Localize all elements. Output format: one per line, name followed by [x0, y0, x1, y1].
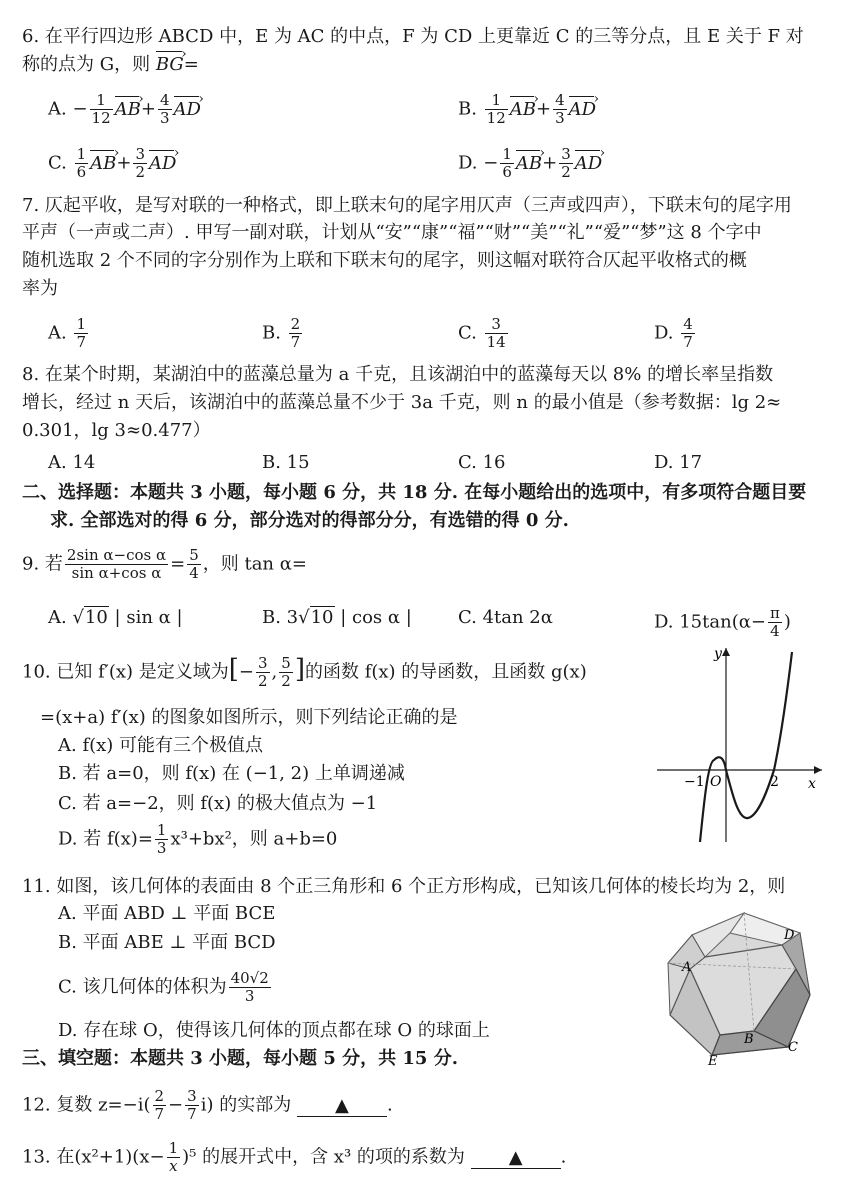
vector: AD ›: [174, 97, 201, 123]
vertex-label-e: E: [708, 1054, 718, 1069]
y-axis-arrow: [722, 648, 730, 656]
q9-option-d[interactable]: [654, 605, 791, 640]
vector: AB ›: [90, 151, 116, 177]
fraction: $\frac{1}{12}$: [91, 91, 111, 127]
q13-answer-blank[interactable]: ▲: [471, 1148, 561, 1169]
period: .: [560, 1146, 567, 1168]
vertex-label-d: D: [784, 928, 795, 943]
q8-stem-line3: 0.301，lg 3≈0.477）: [22, 420, 211, 441]
q10-stem-line1: 10. 已知 f′(x) 是定义域为[− $\frac{3}{2}$ , $\frac{5}{2}$ ]的函数 f(x) 的导函数，且函数 g(x): [22, 654, 587, 690]
fraction: $\frac{2}{7}$: [290, 315, 301, 351]
vertex-label-b: B: [744, 1032, 754, 1047]
q10-option-c[interactable]: C. 若 a=−2，则 f(x) 的极大值点为 −1: [58, 793, 378, 814]
option-label: D. 15tan(α−: [654, 611, 766, 633]
origin-label: O: [710, 774, 722, 790]
y-axis-label: y: [714, 646, 722, 662]
q10-option-d[interactable]: [58, 822, 337, 857]
option-label: B.: [262, 322, 287, 344]
equals: =: [170, 553, 186, 575]
q8-option-c[interactable]: C. 16: [458, 452, 506, 473]
q9-option-c[interactable]: C. 4tan 2α: [458, 607, 553, 628]
q8-stem-line1: 8. 在某个时期，某湖泊中的蓝藻总量为 a 千克，且该湖泊中的蓝藻每天以 8% 的增长率呈指数: [22, 364, 774, 385]
option-label: C.: [458, 322, 483, 344]
option-label: A. √: [48, 607, 84, 628]
fraction: $\frac{5}{2}$: [281, 654, 291, 690]
section3-heading: 三、填空题：本题共 3 小题，每小题 5 分，共 15 分.: [22, 1048, 458, 1069]
plus-sign: +: [536, 98, 552, 120]
q10-stem-line2: =(x+a) f′(x) 的图象如图所示，则下列结论正确的是: [40, 707, 458, 728]
q9-suffix: ，则 tan α=: [202, 553, 307, 575]
q8-option-a[interactable]: A. 14: [48, 452, 96, 473]
plus-sign: +: [542, 152, 558, 174]
q6-option-c[interactable]: [48, 146, 176, 181]
option-label: C. 该几何体的体积为: [58, 976, 227, 998]
fraction: $\frac{40√2}{3}$: [230, 969, 269, 1005]
vector: AB ›: [115, 97, 141, 123]
bracket-right: ]: [294, 654, 305, 685]
q11-option-c[interactable]: [58, 970, 273, 1005]
tick-neg1: −1: [684, 774, 705, 790]
fraction: $\frac{2}{7}$: [154, 1087, 165, 1123]
q6-option-d[interactable]: [458, 146, 602, 181]
q10-text: 10. 已知 f′(x) 是定义域为: [22, 661, 229, 683]
radicand: 10: [84, 607, 108, 628]
q9-fraction: $\frac{\text{2sin α−cos α}}{\text{sin α+cos α}}$: [66, 546, 167, 582]
option-text: | sin α |: [108, 607, 183, 628]
plus-sign: +: [140, 98, 156, 120]
q7-stem-line1: 7. 仄起平收，是写对联的一种格式，即上联末句的尾字用仄声（三声或四声），下联末句的尾字用: [22, 195, 792, 216]
option-label: D.: [654, 322, 680, 344]
q11-option-d[interactable]: D. 存在球 O，使得该几何体的顶点都在球 O 的球面上: [58, 1020, 490, 1041]
q11-option-b[interactable]: B. 平面 ABE ⊥ 平面 BCD: [58, 932, 276, 953]
tick-2: 2: [770, 774, 779, 790]
vector: AD ›: [569, 97, 596, 123]
fraction: $\frac{3}{7}$: [187, 1087, 197, 1123]
fraction: $\frac{1}{7}$: [76, 315, 86, 351]
q9-stem: [22, 547, 307, 582]
minus-sign: −: [168, 1094, 184, 1116]
x-axis-label: x: [808, 776, 816, 792]
q8-option-d[interactable]: D. 17: [654, 452, 703, 473]
q7-stem-line4: 率为: [22, 278, 58, 299]
q12-answer-blank[interactable]: ▲: [297, 1096, 387, 1117]
fraction: $\frac{3}{2}$: [561, 145, 571, 181]
q13-text: )⁵ 的展开式中，含 x³ 的项的系数为: [182, 1146, 465, 1168]
q13-text: 13. 在(x²+1)(x−: [22, 1146, 165, 1168]
period: .: [386, 1094, 393, 1116]
option-label: D. −: [458, 152, 499, 174]
fraction: $\frac{3}{2}$: [258, 654, 268, 690]
q7-option-a[interactable]: [48, 316, 90, 351]
q12-text: i) 的实部为: [200, 1094, 292, 1116]
vertex-label-c: C: [788, 1040, 798, 1055]
q6-stem-line1: 6. 在平行四边形 ABCD 中，E 为 AC 的中点，F 为 CD 上更靠近 C 的三等分点，且 E 关于 F 对: [22, 26, 804, 47]
radicand: 10: [310, 607, 334, 628]
q7-stem-line3: 随机选取 2 个不同的字分别作为上联和下联末句的尾字，则这幅对联符合仄起平收格式的概: [22, 250, 747, 271]
bracket-left: [: [228, 654, 239, 685]
fraction: $\frac{4}{7}$: [683, 315, 693, 351]
q6-equals: =: [183, 54, 199, 75]
q10-option-b[interactable]: B. 若 a=0，则 f(x) 在 (−1, 2) 上单调递减: [58, 763, 405, 784]
option-label: C.: [48, 152, 73, 174]
option-text: x³+bx²，则 a+b=0: [170, 828, 338, 850]
fraction: $\frac{1}{3}$: [156, 821, 167, 857]
q13-stem: [22, 1140, 566, 1175]
vector: AD ›: [149, 151, 176, 177]
fraction: $\frac{1}{x}$: [168, 1139, 179, 1175]
q12-stem: [22, 1088, 393, 1123]
vector: AB ›: [510, 97, 536, 123]
vector: AB ›: [516, 151, 542, 177]
fraction: $\frac{3}{14}$: [486, 315, 506, 351]
fraction: $\frac{3}{2}$: [135, 145, 145, 181]
option-label: B. 3√: [262, 607, 310, 628]
option-label: A. −: [48, 98, 88, 120]
q6-stem-line2: [22, 52, 199, 78]
q11-option-a[interactable]: A. 平面 ABD ⊥ 平面 BCE: [58, 903, 276, 924]
fraction: $\frac{1}{6}$: [502, 145, 512, 181]
curve-g: [700, 652, 792, 842]
vertex-label-a: A: [682, 960, 692, 975]
q6-vector-bg: BG ›: [156, 52, 184, 78]
q7-stem-line2: 平声（一声或二声）. 甲写一副对联，计划从“安”“康”“福”“财”“美”“礼”“爱”“梦”这 8 个字中: [22, 222, 762, 243]
q9-option-b[interactable]: [262, 605, 412, 631]
option-text: | cos α |: [334, 607, 412, 628]
option-label: B.: [458, 98, 483, 120]
section2-heading-line1: 二、选择题：本题共 3 小题，每小题 6 分，共 18 分. 在每小题给出的选项中，有多项符合题目要: [22, 482, 807, 503]
q8-stem-line2: 增长，经过 n 天后，该湖泊中的蓝藻总量不少于 3a 千克，则 n 的最小值是（参考数据：lg 2≈: [22, 392, 782, 413]
section2-heading-line2: 求. 全部选对的得 6 分，部分选对的得部分分，有选错的得 0 分.: [50, 510, 569, 531]
fraction: $\frac{1}{6}$: [76, 145, 87, 181]
fraction: $\frac{5}{4}$: [189, 546, 199, 582]
q10-option-a[interactable]: A. f(x) 可能有三个极值点: [58, 735, 264, 756]
fraction: $\frac{4}{3}$: [159, 91, 170, 127]
q11-stem: 11. 如图，该几何体的表面由 8 个正三角形和 6 个正方形构成，已知该几何体的棱长均为 2，则: [22, 876, 786, 897]
q6-option-a[interactable]: [48, 92, 201, 127]
q7-option-c[interactable]: [458, 316, 510, 351]
q8-option-b[interactable]: B. 15: [262, 452, 310, 473]
q6-option-b[interactable]: [458, 92, 596, 127]
x-axis-arrow: [814, 766, 822, 774]
paren: ): [783, 611, 791, 633]
option-label: A.: [48, 322, 73, 344]
vector: AD ›: [575, 151, 602, 177]
fraction: $\frac{\pi}{4}$: [769, 604, 780, 640]
q10-text: 的函数 f(x) 的导函数，且函数 g(x): [304, 661, 587, 683]
q10-function-graph: [652, 642, 832, 847]
q9-prefix: 9. 若: [22, 553, 63, 575]
fraction: $\frac{4}{3}$: [555, 91, 565, 127]
q12-text: 12. 复数 z=−i(: [22, 1094, 151, 1116]
q6-stem-text: 称的点为 G，则: [22, 54, 156, 75]
q9-option-a[interactable]: [48, 605, 183, 631]
q11-cuboctahedron-figure: [660, 905, 820, 1070]
fraction: $\frac{1}{12}$: [486, 91, 506, 127]
q7-option-d[interactable]: [654, 316, 697, 351]
q7-option-b[interactable]: [262, 316, 304, 351]
option-label: D. 若 f(x)=: [58, 828, 153, 850]
plus-sign: +: [116, 152, 132, 174]
